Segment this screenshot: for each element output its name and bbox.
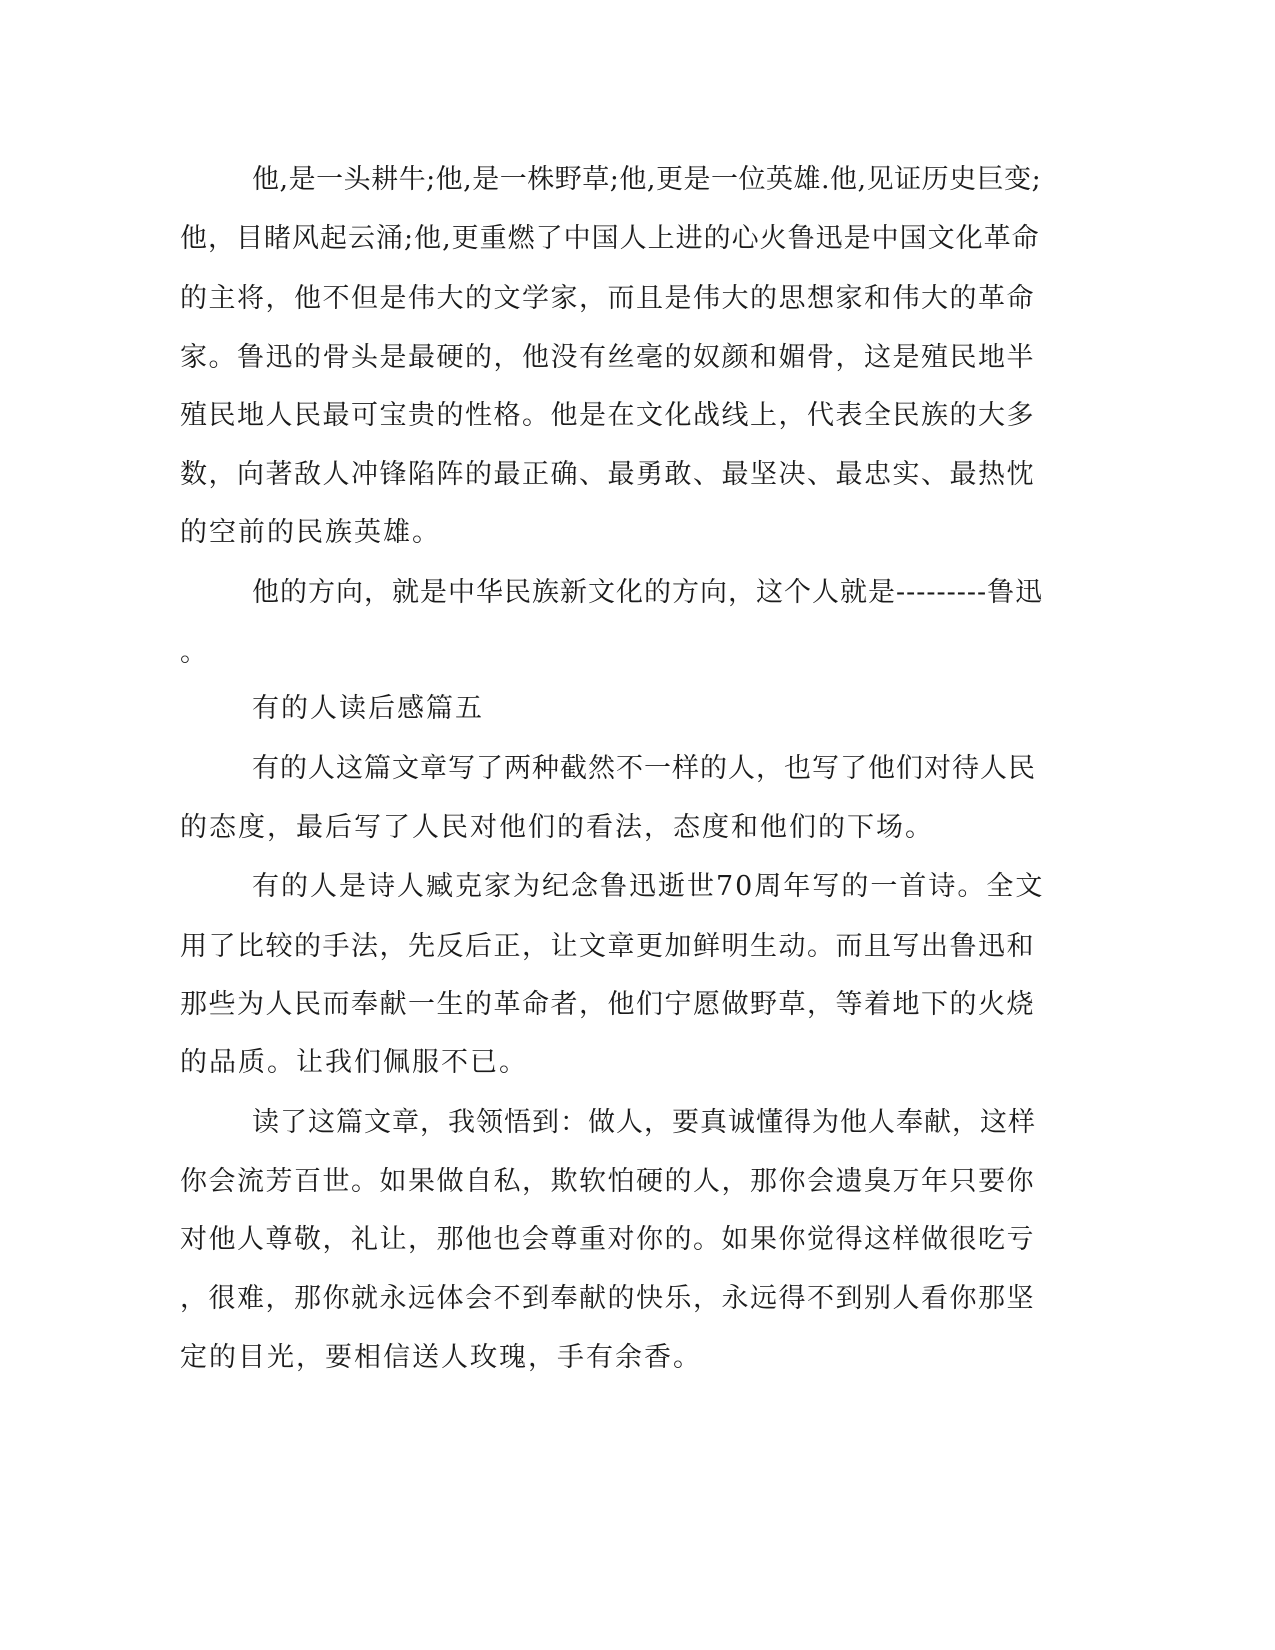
text-line: 家。鲁迅的骨头是最硬的，他没有丝毫的奴颜和媚骨，这是殖民地半 [180,342,1035,373]
text-line: 的态度，最后写了人民对他们的看法，态度和他们的下场。 [180,812,934,843]
text-line: 。 [180,637,209,668]
text-line: 数，向著敌人冲锋陷阵的最正确、最勇敢、最坚决、最忠实、最热忱 [180,459,1035,490]
text-line: 读了这篇文章，我领悟到：做人，要真诚懂得为他人奉献，这样 [252,1107,1036,1138]
text-line: 的主将，他不但是伟大的文学家，而且是伟大的思想家和伟大的革命 [180,283,1035,314]
text-line: 定的目光，要相信送人玫瑰，手有余香。 [180,1342,702,1373]
text-line: 你会流芳百世。如果做自私，欺软怕硬的人，那你会遗臭万年只要你 [180,1166,1035,1197]
text-line: 对他人尊敬，礼让，那他也会尊重对你的。如果你觉得这样做很吃亏 [180,1224,1035,1255]
text-line: 他，目睹风起云涌;他,更重燃了中国人上进的心火鲁迅是中国文化革命 [180,223,1040,254]
text-line: 殖民地人民最可宝贵的性格。他是在文化战线上，代表全民族的大多 [180,400,1035,431]
section-heading: 有的人读后感篇五 [252,693,484,724]
text-line: 用了比较的手法，先反后正，让文章更加鲜明生动。而且写出鲁迅和 [180,931,1035,962]
text-line: 他的方向，就是中华民族新文化的方向，这个人就是---------鲁迅 [252,577,1044,608]
text-line: 的空前的民族英雄。 [180,517,441,548]
text-line: 那些为人民而奉献一生的革命者，他们宁愿做野草，等着地下的火烧 [180,989,1035,1020]
text-line: 有的人是诗人臧克家为纪念鲁迅逝世70周年写的一首诗。全文 [252,871,1045,902]
text-line: 有的人这篇文章写了两种截然不一样的人，也写了他们对待人民 [252,753,1036,784]
text-line: 的品质。让我们佩服不已。 [180,1047,528,1078]
text-line: ，很难，那你就永远体会不到奉献的快乐，永远得不到别人看你那坚 [180,1283,1035,1314]
text-line: 他,是一头耕牛;他,是一株野草;他,更是一位英雄.他,见证历史巨变; [252,164,1042,195]
